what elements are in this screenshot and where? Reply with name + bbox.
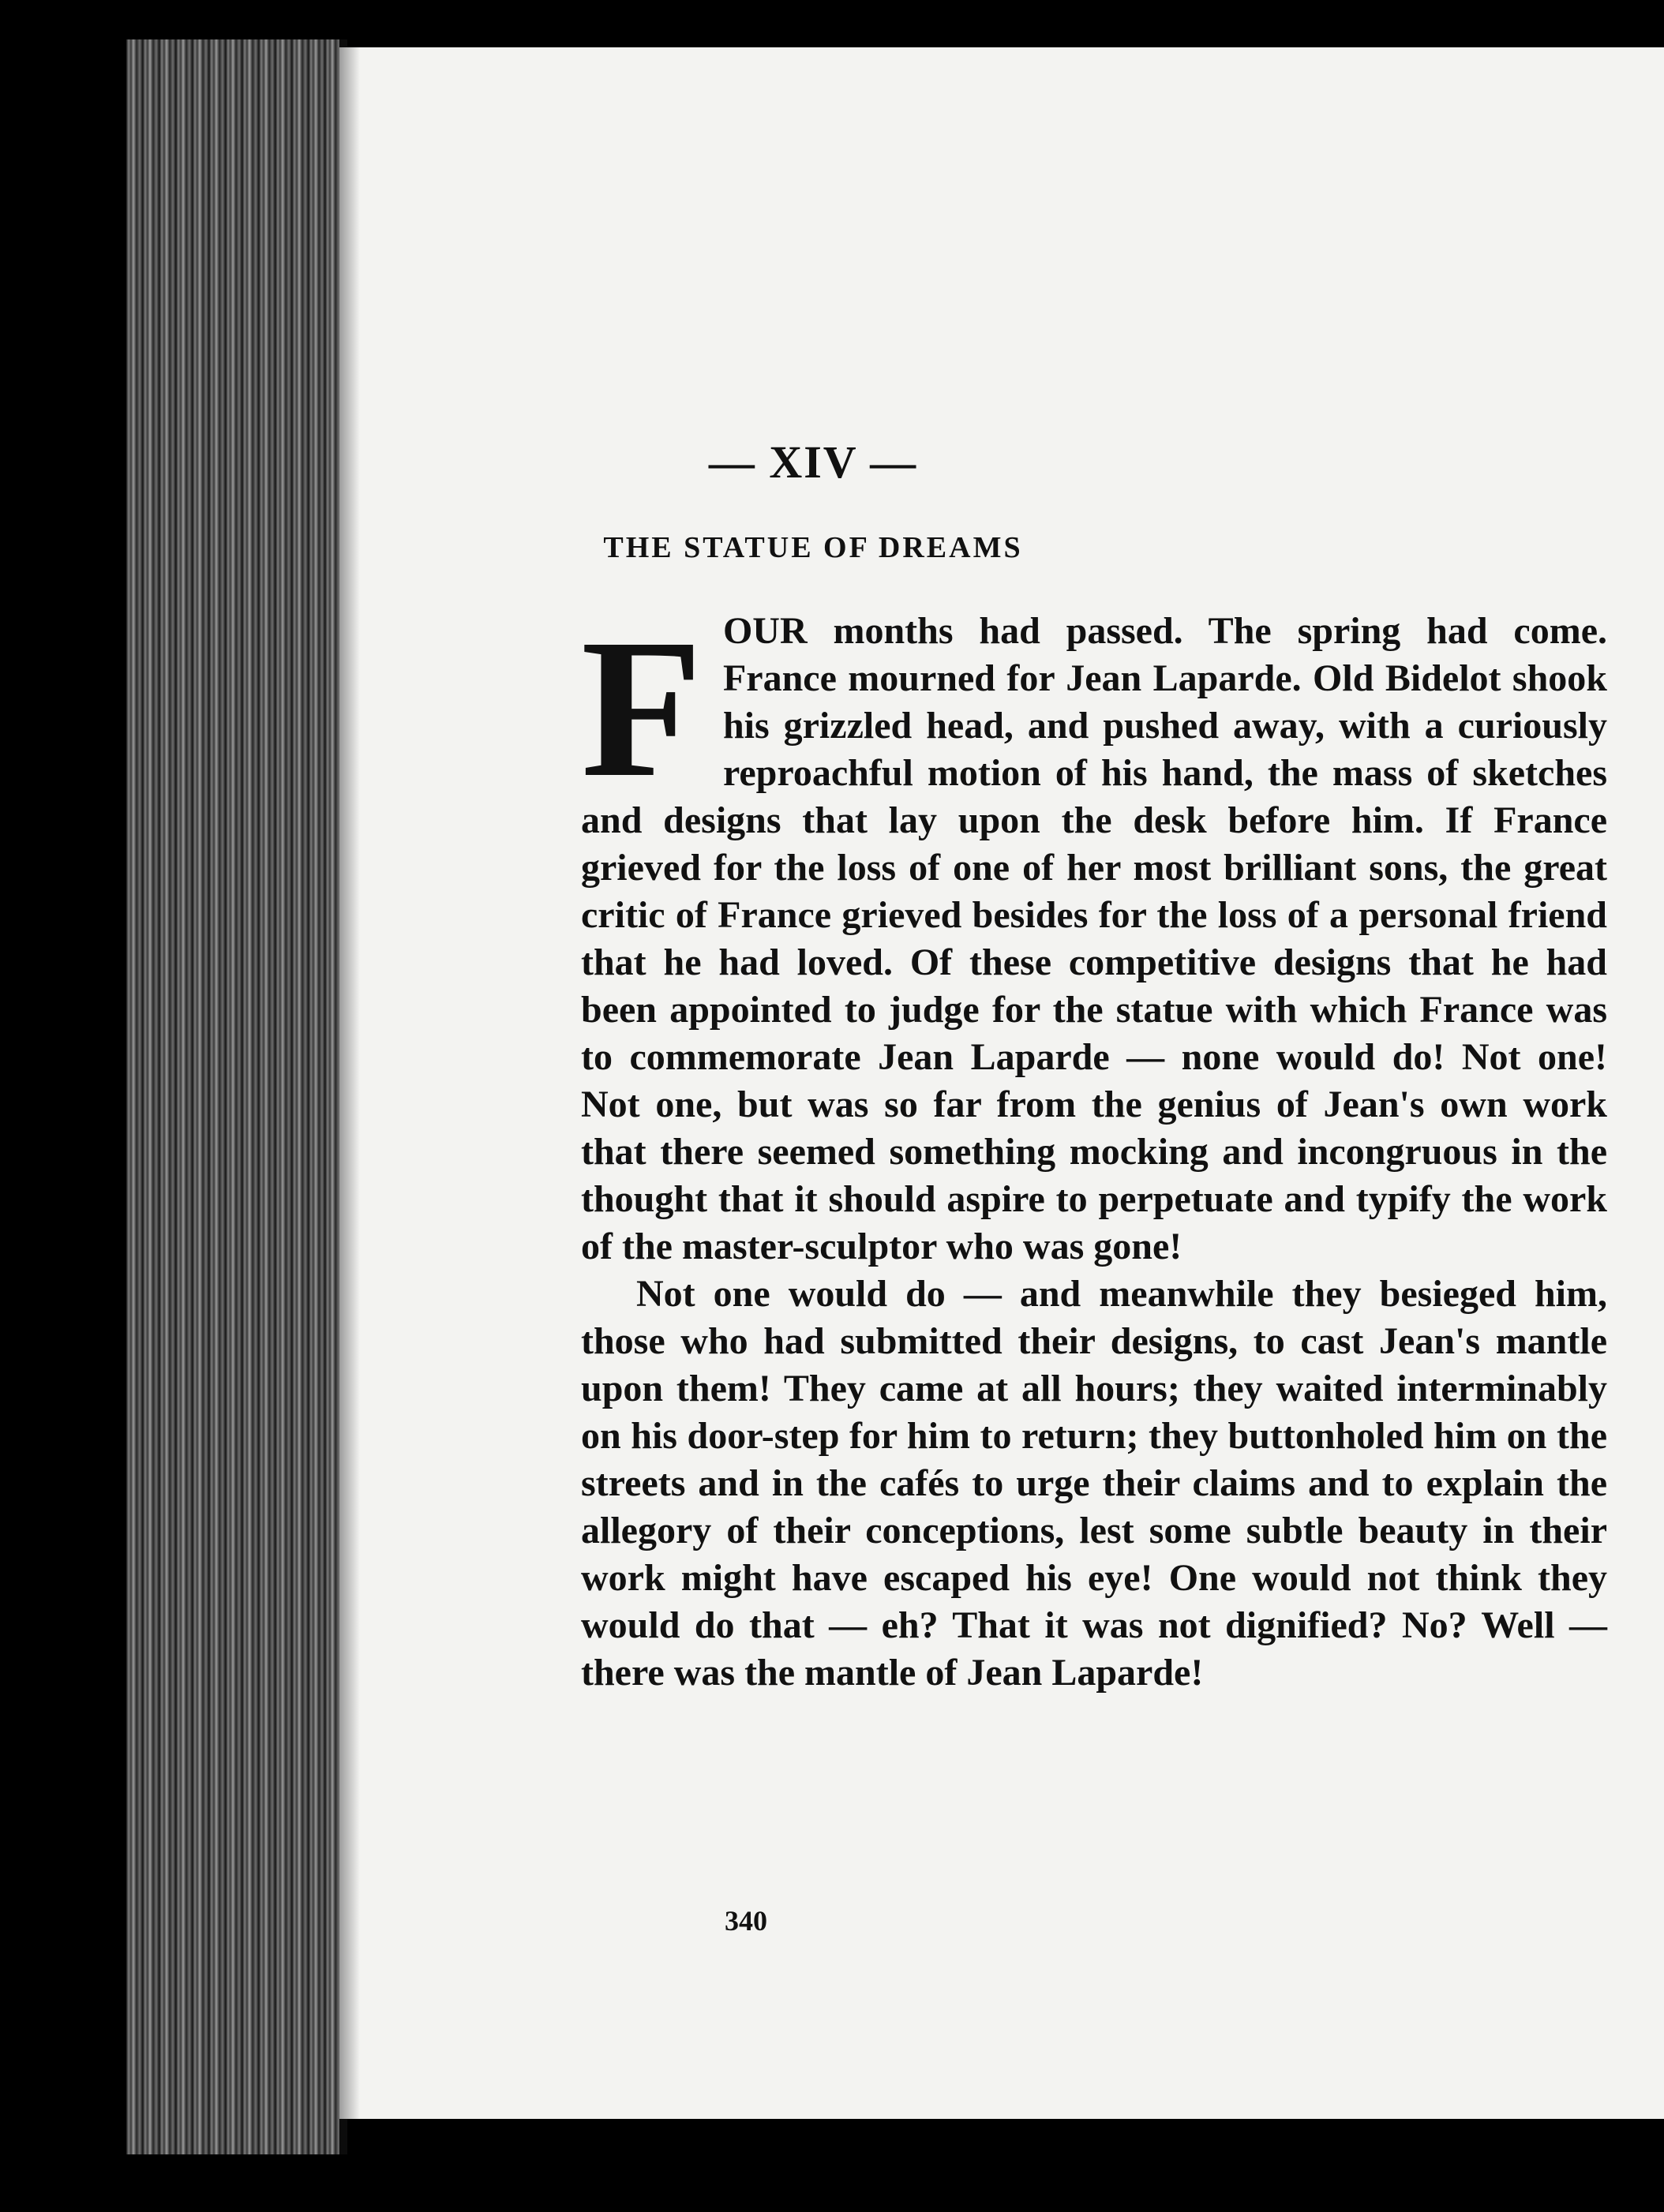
chapter-number: — XIV — [708, 436, 918, 488]
chapter-title: THE STATUE OF DREAMS [603, 531, 1023, 564]
drop-cap: F [581, 597, 703, 818]
paragraph-2: Not one would do — and meanwhile they besieged him, those who had submitted their designs, to cast Jean's mantle upon them! They came at all hours; they waited interminably on his door-step for him to return; they buttonholed him on the streets and in the cafés to urge their claims and to explain the allegory of their conceptions, lest some subtle beauty in their work might have escaped his eye! One would not think they would do that — eh? That it was not dignified? No? Well — there was the mantle of Jean Laparde! [581, 1273, 1607, 1694]
paragraph-1-text: OUR months had passed. The spring had come. France mourned for Jean Laparde. Old Bidelot shook his grizzled head, and pushed away, with a curiously reproachful motion of his hand, the mass of sketches and designs that lay upon the desk before him. If France grieved for the loss of one of her most brilliant sons, the great critic of France grieved besides for the loss of a personal friend that he had loved. Of these competitive designs that he had been appointed to judge for the statue with which France was to commemorate Jean Laparde — none would do! Not one! Not one, but was so far from the genius of Jean's own work that there seemed something mocking and incongruous in the thought that it should aspire to perpetuate and typify the work of the master-sculptor who was gone! [581, 610, 1607, 1267]
book-edge [126, 39, 347, 2154]
paragraph-1 [581, 597, 1607, 1271]
chapter-body [581, 597, 1607, 1697]
page-number: 340 [725, 1905, 767, 1937]
